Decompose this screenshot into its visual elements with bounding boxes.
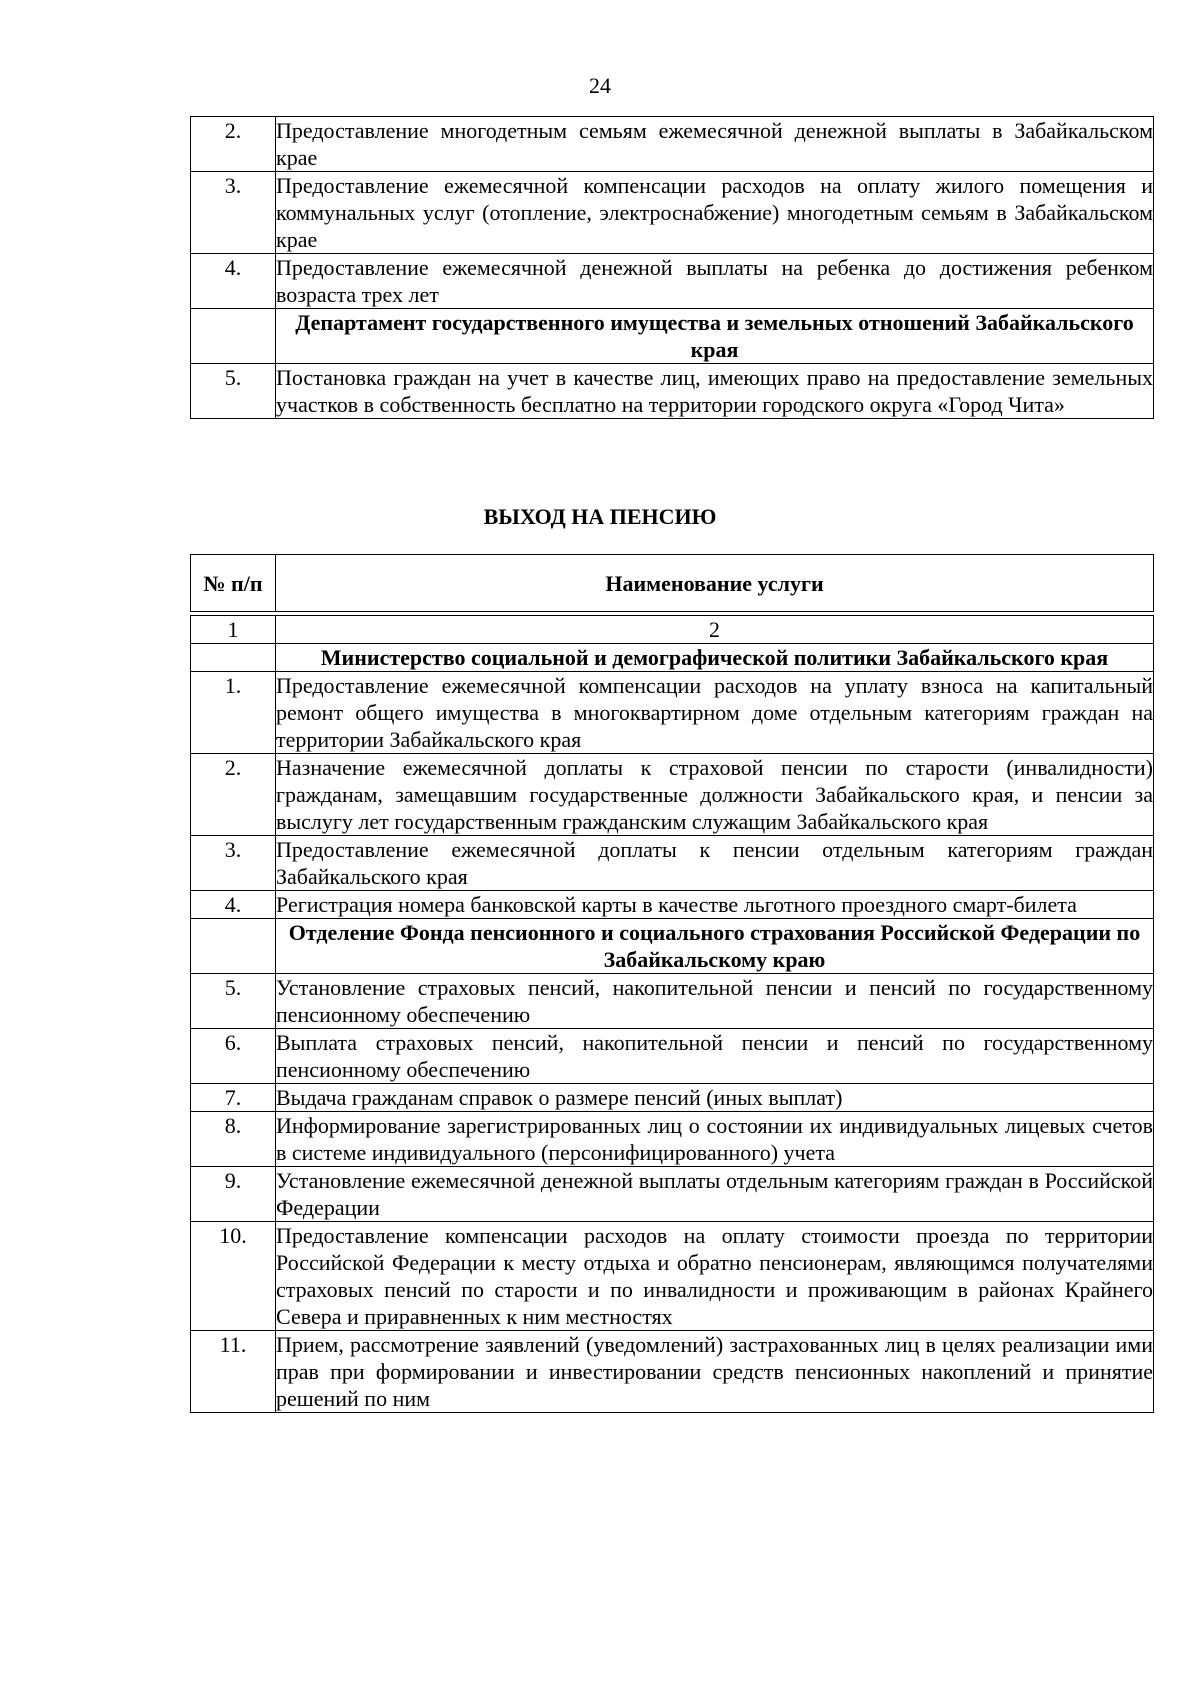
row-number: 1. [191,672,276,754]
table-header-row [191,555,1154,612]
department-number-cell [191,644,276,672]
department-name: Отделение Фонда пенсионного и социального страхования Российской Федерации по Забайкальскому краю [276,919,1154,974]
row-number: 2. [191,117,276,172]
table-row [191,1029,1154,1084]
service-name: Предоставление ежемесячной доплаты к пенсии отдельным категориям граждан Забайкальского края [276,837,1153,889]
table-row [191,1112,1154,1167]
section-title: ВЫХОД НА ПЕНСИЮ [483,504,717,529]
row-number: 3. [191,836,276,891]
table-row [191,172,1154,254]
department-name: Министерство социальной и демографической политики Забайкальского края [276,644,1154,672]
row-number: 5. [191,974,276,1029]
column-index-1: 1 [191,616,276,644]
table-row [191,974,1154,1029]
column-index-2: 2 [276,616,1154,644]
service-name: Выплата страховых пенсий, накопительной пенсии и пенсий по государственному пенсионному обеспечению [276,1030,1153,1082]
service-name: Установление ежемесячной денежной выплаты отдельным категориям граждан в Российской Федерации [276,1168,1153,1220]
row-number: 11. [191,1331,276,1413]
row-number: 8. [191,1112,276,1167]
table-row [191,117,1154,172]
row-number: 9. [191,1167,276,1222]
row-number: 5. [191,364,276,419]
row-number: 6. [191,1029,276,1084]
department-name: Департамент государственного имущества и земельных отношений Забайкальского края [276,309,1154,364]
service-name: Информирование зарегистрированных лиц о состоянии их индивидуальных лицевых счетов в системе индивидуального (персонифицированного) учета [276,1113,1153,1165]
service-name: Постановка граждан на учет в качестве лиц, имеющих право на предоставление земельных участков в собственность бесплатно на территории городского округа «Город Чита» [276,365,1153,417]
page-number: 24 [589,73,611,98]
service-name: Регистрация номера банковской карты в качестве льготного проездного смарт-билета [276,891,1154,919]
service-name: Предоставление ежемесячной компенсации расходов на оплату жилого помещения и коммунальных услуг (отопление, электроснабжение) многодетным семьям в Забайкальском крае [276,173,1153,252]
row-number: 4. [191,891,276,919]
column-index-row [191,616,1154,644]
department-row [191,309,1154,364]
service-name: Установление страховых пенсий, накопительной пенсии и пенсий по государственному пенсионному обеспечению [276,975,1153,1027]
department-row [191,644,1154,672]
header-name-cell: Наименование услуги [276,555,1154,612]
service-name: Предоставление ежемесячной компенсации расходов на уплату взноса на капитальный ремонт общего имущества в многоквартирном доме отдельным категориям граждан на территории Забайкальского края [276,673,1153,752]
service-name: Предоставление ежемесячной денежной выплаты на ребенка до достижения ребенком возраста трех лет [276,255,1153,307]
table-row [191,754,1154,836]
row-number: 4. [191,254,276,309]
table-row [191,364,1154,419]
table-row [191,1331,1154,1413]
service-name: Назначение ежемесячной доплаты к страховой пенсии по старости (инвалидности) гражданам, замещавшим государственные должности Забайкальского края, и пенсии за выслугу лет государственным гражданским служащим Забайкальского края [276,755,1153,834]
row-number: 10. [191,1222,276,1331]
row-number: 7. [191,1084,276,1112]
department-row [191,919,1154,974]
services-table-header [190,554,1154,612]
service-name: Прием, рассмотрение заявлений (уведомлений) застрахованных лиц в целях реализации ими прав при формировании и инвестировании средств пенсионных накоплений и принятие решений по ним [276,1332,1153,1411]
row-number: 2. [191,754,276,836]
service-name: Предоставление компенсации расходов на оплату стоимости проезда по территории Российской Федерации к месту отдыха и обратно пенсионерам, являющимся получателями страховых пенсий по старости и по инвалидности и проживающим в районах Крайнего Севера и приравненных к ним местностях [276,1223,1153,1329]
table-row [191,1222,1154,1331]
table-row [191,1084,1154,1112]
table-row [191,1167,1154,1222]
service-name: Предоставление многодетным семьям ежемесячной денежной выплаты в Забайкальском крае [276,118,1153,170]
table-row [191,891,1154,919]
table-row [191,836,1154,891]
services-table-continued [190,116,1154,419]
header-number-cell: № п/п [191,555,276,612]
department-number-cell [191,919,276,974]
services-table-pension [190,615,1154,1413]
row-number: 3. [191,172,276,254]
service-name: Выдача гражданам справок о размере пенсий (иных выплат) [276,1084,1154,1112]
department-number-cell [191,309,276,364]
table-row [191,672,1154,754]
table-row [191,254,1154,309]
